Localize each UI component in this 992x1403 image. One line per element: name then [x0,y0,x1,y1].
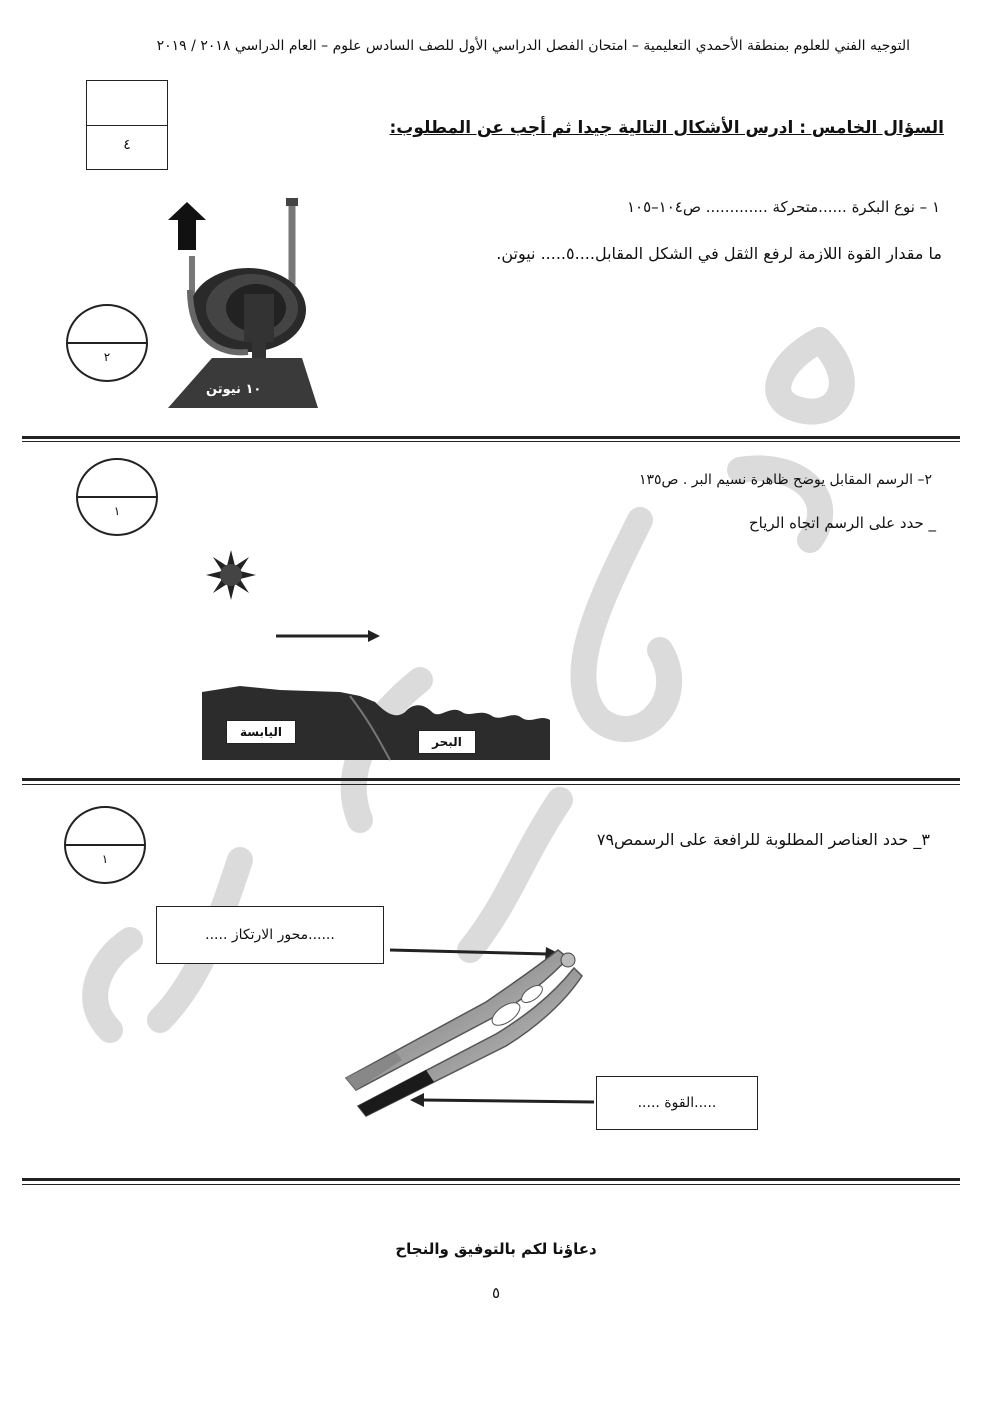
separator-1b [22,441,960,442]
sea-label: البحر [418,730,476,754]
separator-2 [22,778,960,781]
part3-score-circle [64,806,146,884]
total-score-box [86,80,168,170]
force-arrow-icon [406,1090,596,1110]
separator-2b [22,784,960,785]
part3-score-value: ١ [101,852,109,866]
part1-score-circle [66,304,148,382]
part3-line1: ٣_ حدد العناصر المطلوبة للرافعة على الرسمص٧٩ [596,830,930,849]
page-number: ٥ [491,1284,501,1302]
question-title: السؤال الخامس : ادرس الأشكال التالية جيدا ثم أجب عن المطلوب: [389,118,944,138]
part1-score-value: ٢ [103,350,111,364]
force-label-box [596,1076,758,1130]
total-score-value: ٤ [123,137,131,153]
wind-arrow-icon [274,626,384,646]
part1-line1: ١ – نوع البكرة ......متحركة ............. ص١٠٤–١٠٥ [626,198,940,216]
separator-3b [22,1184,960,1185]
force-label: .....القوة ..... [637,1095,717,1111]
land-label: اليابسة [226,720,296,744]
weight-label: ١٠ نيوتن [206,382,262,397]
separator-3 [22,1178,960,1181]
part2-score-circle [76,458,158,536]
exam-header: التوجيه الفني للعلوم بمنطقة الأحمدي التعليمية – امتحان الفصل الدراسي الأول للصف السادس علوم – العام الدراسي ٢٠١٨ / ٢٠١٩ [156,38,910,54]
fulcrum-label: ......محور الارتكاز ..... [205,927,335,943]
part2-line1: ٢– الرسم المقابل يوضح ظاهرة نسيم البر . ص١٣٥ [638,472,932,488]
separator-1 [22,436,960,439]
part1-line2: ما مقدار القوة اللازمة لرفع الثقل في الشكل المقابل....٥..... نيوتن. [496,244,942,263]
part2-score-value: ١ [113,504,121,518]
part2-line2: _ حدد على الرسم اتجاه الرياح [748,514,936,532]
sun-icon [204,548,258,602]
footer-text: دعاؤنا لكم بالتوفيق والنجاح [395,1240,597,1258]
